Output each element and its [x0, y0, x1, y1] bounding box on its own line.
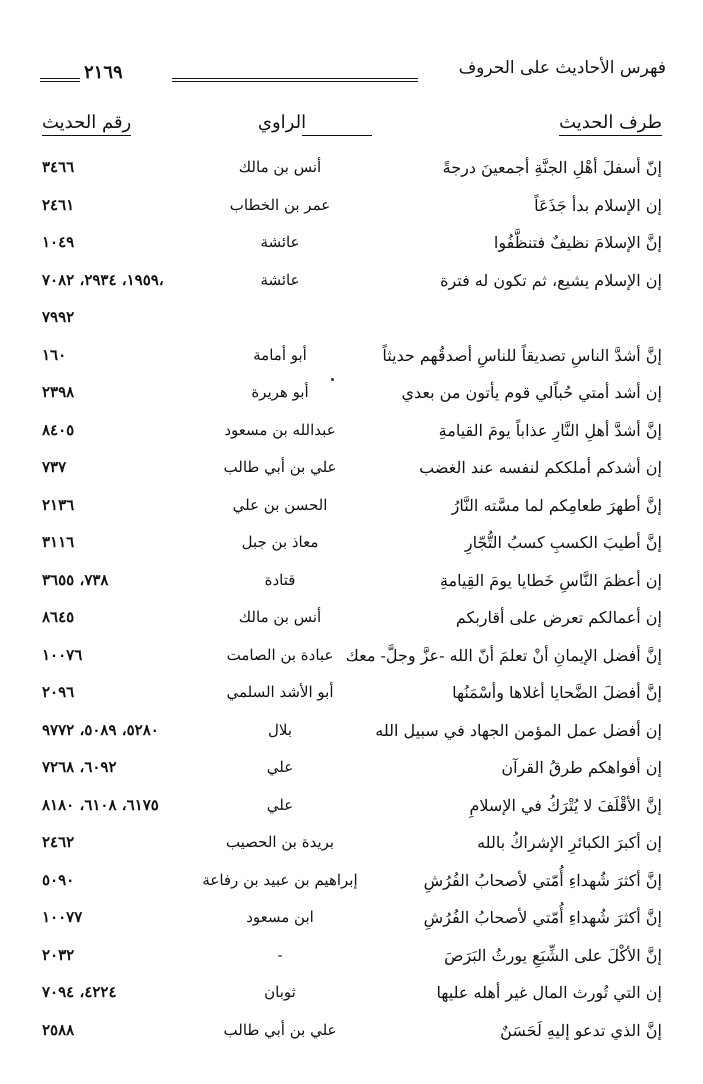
hadith-text: إن أفضل عمل المؤمن الجهاد في سبيل الله: [375, 720, 662, 740]
hadith-text: إنَّ أكثرَ شُهداءِ أُمّتي لأصحابُ الفُرُشِ: [423, 908, 662, 927]
hadith-numbers: ٧٩٩٢: [42, 308, 75, 326]
table-row: [40, 638, 666, 676]
hadith-numbers: ٢٥٨٨: [42, 1020, 75, 1039]
hadith-numbers: ٤٢٢٤، ٧٠٩٤: [42, 983, 117, 1001]
table-row: [40, 750, 666, 788]
hadith-text: إن أكبرَ الكبائرِ الإشراكُ بالله: [477, 833, 662, 852]
hadith-numbers: ١٦٠: [42, 345, 67, 364]
column-header-underline: [42, 135, 131, 136]
hadith-numbers: ١٠٠٧٧: [42, 908, 83, 926]
hadith-text: إنَّ أشدَّ الناسِ تصديقاً للناسِ أصدقُهم حديثاً: [382, 345, 662, 365]
column-header-number-label: رقم الحديث: [42, 112, 132, 133]
hadith-text: إنَّ الإسلامَ نظيفٌ فتنظَّفُوا: [493, 233, 662, 252]
hadith-text: إنَّ أطيبَ الكسبِ كسبُ التُّجّارِ: [464, 533, 662, 552]
hadith-numbers: ٥٠٩٠: [42, 870, 75, 889]
table-row: [40, 150, 666, 188]
narrator-name: أنس بن مالك: [238, 158, 322, 176]
hadith-numbers: ٢٤٦١: [42, 195, 75, 214]
table-row: [40, 713, 666, 751]
table-row: [40, 825, 666, 863]
narrator-name: الحسن بن علي: [232, 495, 328, 514]
hadith-numbers: ٢١٣٦: [42, 495, 75, 514]
narrator-name: أبو هريرة: [251, 383, 309, 401]
narrator-name: بريدة بن الحصيب: [225, 833, 335, 851]
hadith-text: إن الإسلام يشيع، ثم تكون له فترة: [440, 270, 662, 290]
table-row: [40, 975, 666, 1013]
header-rule: [172, 78, 418, 82]
narrator-name: عائشة: [260, 270, 300, 289]
hadith-text: إن أعمالكم تعرض على أقاربكم: [455, 608, 662, 627]
hadith-text: إنَّ الأقْلَفَ لا يُتْرَكُ في الإسلامِ: [469, 795, 662, 815]
page-number: ٢١٦٩: [84, 62, 123, 83]
hadith-text: إنَّ الذي تدعو إليهِ لَحَسَنٌ: [500, 1020, 662, 1040]
narrator-name: أبو الأشد السلمي: [226, 683, 334, 701]
table-row: [40, 338, 666, 376]
table-row: [40, 263, 666, 301]
hadith-numbers: ٢٠٩٦: [42, 683, 75, 701]
column-headers: [40, 112, 666, 144]
hadith-numbers: ٨٤٠٥: [42, 420, 75, 439]
table-row: [40, 488, 666, 526]
table-row: [40, 563, 666, 601]
column-header-narrator-label: الراوي: [257, 112, 307, 133]
print-speck: [331, 378, 334, 381]
narrator-name: علي: [266, 758, 294, 776]
table-row: [40, 188, 666, 226]
narrator-name: عائشة: [260, 233, 300, 251]
hadith-numbers: ١٩٥٩، ٢٩٣٤، ٧٠٨٢،: [42, 270, 164, 289]
table-row: [40, 375, 666, 413]
hadith-numbers: ٣١١٦: [42, 533, 75, 551]
narrator-name: معاذ بن جبل: [241, 533, 319, 551]
hadith-text: إن أفواهكم طرقُ القرآن: [501, 758, 662, 777]
narrator-name: عبادة بن الصامت: [226, 645, 334, 664]
narrator-name: إبراهيم بن عبيد بن رفاعة: [202, 870, 358, 889]
column-header-hadith-label: طرف الحديث: [559, 112, 662, 133]
page-number-rule: [40, 78, 80, 82]
table-row: [40, 300, 666, 338]
narrator-name: -: [277, 945, 283, 964]
index-table: [40, 150, 666, 1050]
narrator-name: أنس بن مالك: [238, 608, 322, 626]
table-row: [40, 413, 666, 451]
table-row: [40, 225, 666, 263]
hadith-numbers: ٧٣٧: [42, 458, 67, 476]
table-row: [40, 600, 666, 638]
column-header-hadith: [559, 112, 662, 136]
page-header: [40, 58, 666, 92]
table-row: [40, 525, 666, 563]
narrator-name: أبو أمامة: [253, 345, 307, 364]
narrator-name: قتادة: [264, 570, 296, 589]
column-header-underline: [302, 135, 372, 136]
hadith-text: إنَّ الأكْلَ على الشِّبَعِ يورثُ البَرَصَ: [444, 945, 662, 965]
table-row: [40, 675, 666, 713]
hadith-numbers: ٥٢٨٠، ٥٠٨٩، ٩٧٧٢: [42, 720, 159, 739]
table-row: [40, 863, 666, 901]
hadith-text: إن أشدكم أملككم لنفسه عند الغضب: [419, 458, 662, 477]
hadith-text: إنَّ أكثرَ شُهداءِ أُمّتي لأصحابُ الفُرُشِ: [423, 870, 662, 890]
hadith-numbers: ٣٤٦٦: [42, 158, 75, 176]
hadith-text: إنَّ أطهرَ طعامِكم لما مسَّته النَّارُ: [451, 495, 662, 515]
column-header-underline: [559, 135, 662, 136]
hadith-text: إنَّ أشدَّ أهلِ النَّارِ عذاباً يومَ القيامةِ: [438, 420, 662, 440]
table-row: [40, 938, 666, 976]
table-row: [40, 1013, 666, 1051]
hadith-text: إنَّ أفضلَ الضَّحايا أغلاها وأسْمَنُها: [452, 683, 662, 702]
column-header-number: [42, 112, 131, 136]
hadith-text: إنّ أسفلَ أهْلِ الجنَّةِ أجمعينَ درجةً: [442, 158, 662, 177]
hadith-numbers: ٦٠٩٢، ٧٢٦٨: [42, 758, 117, 776]
hadith-text: إن أعظمَ النَّاسِ خَطايا يومَ القِيامةِ: [439, 570, 662, 590]
hadith-numbers: ١٠٤٩: [42, 233, 75, 251]
hadith-text: إن الإسلام بدأ جَذَعَاً: [534, 195, 662, 215]
hadith-text: إن التي تُورث المال غير أهله عليها: [436, 983, 662, 1002]
narrator-name: علي: [266, 795, 294, 814]
hadith-numbers: ٢٠٣٢: [42, 945, 75, 964]
hadith-text: إن أشد أمتي حُباًلي قوم يأتون من بعدي: [401, 383, 662, 402]
hadith-numbers: ٢٣٩٨: [42, 383, 75, 401]
hadith-text: إنَّ أفضل الإيمانِ أنْ تعلمَ أنّ الله -عزَّ وجلَّ- معك: [345, 645, 662, 665]
narrator-name: عبدالله بن مسعود: [224, 420, 336, 439]
narrator-name: عمر بن الخطاب: [229, 195, 331, 214]
narrator-name: علي بن أبي طالب: [223, 458, 337, 476]
narrator-name: ثوبان: [264, 983, 296, 1001]
hadith-numbers: ٨٦٤٥: [42, 608, 75, 626]
hadith-numbers: ٦١٧٥، ٦١٠٨، ٨١٨٠: [42, 795, 159, 814]
table-row: [40, 900, 666, 938]
table-row: [40, 788, 666, 826]
page-title: فهرس الأحاديث على الحروف: [458, 58, 666, 78]
hadith-numbers: ٧٣٨، ٣٦٥٥: [42, 570, 109, 589]
narrator-name: بلال: [267, 720, 293, 739]
narrator-name: ابن مسعود: [246, 908, 314, 926]
table-row: [40, 450, 666, 488]
column-header-narrator: [192, 112, 372, 136]
narrator-name: علي بن أبي طالب: [223, 1020, 337, 1039]
hadith-numbers: ١٠٠٧٦: [42, 645, 83, 664]
hadith-numbers: ٢٤٦٢: [42, 833, 75, 851]
